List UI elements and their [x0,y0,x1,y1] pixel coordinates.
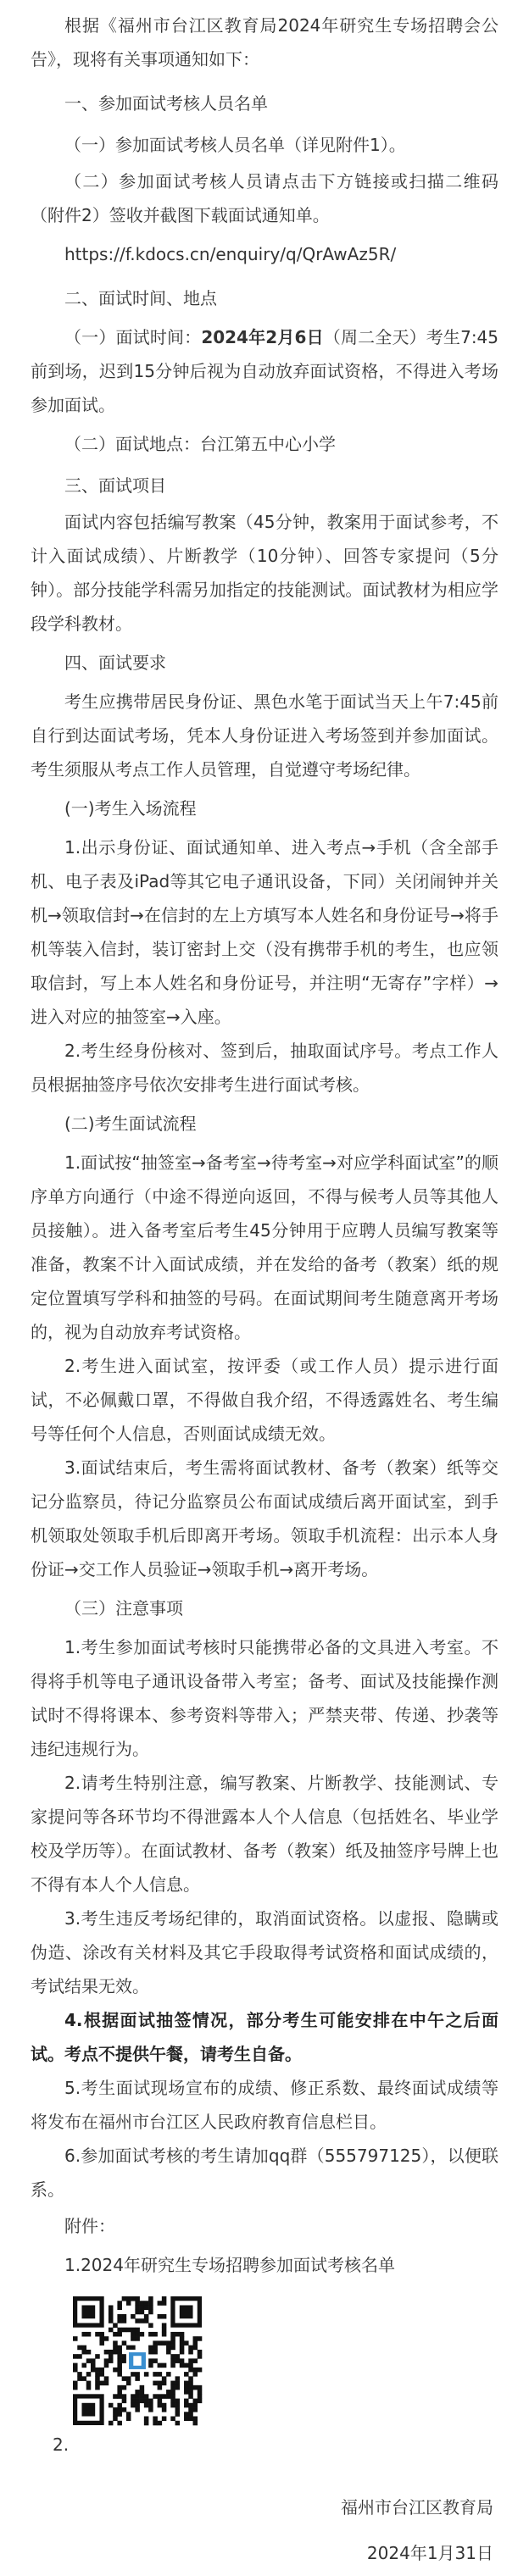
attachment-1: 1.2024年研究生专场招聘参加面试考核名单 [64,2255,395,2275]
note-5: 5.考生面试现场宣布的成绩、修正系数、最终面试成绩等将发布在福州市台江区人民政府教育信息栏目。 [31,2078,498,2132]
section-3-text: 面试内容包括编写教案（45分钟，教案用于面试参考，不计入面试成绩）、片断教学（10分钟）、回答专家提问（5分钟）。部分技能学科需另加指定的技能测试。面试教材为相应学段学科教材。 [31,512,498,634]
interview-time-paragraph [31,320,498,422]
enquiry-link[interactable]: https://f.kdocs.cn/enquiry/q/QrAwAz5R/ [64,244,397,264]
section-4-intro: 考生应携带居民身份证、黑色水笔于面试当天上午7:45前自行到达面试考场，凭本人身份证进入考场签到并参加面试。考生须服从考点工作人员管理，自觉遵守考场纪律。 [31,691,498,780]
qr-code-icon[interactable] [73,2296,202,2425]
interview-date: 2024年2月6日 [201,327,324,347]
notes-heading: （三）注意事项 [64,1598,183,1618]
interview-process-step-2: 2.考生进入面试室，按评委（或工作人员）提示进行面试，不必佩戴口罩，不得做自我介绍，不得透露姓名、考生编号等任何个人信息，否则面试成绩无效。 [31,1356,498,1444]
entry-process-step-2: 2.考生经身份核对、签到后，抽取面试序号。考点工作人员根据抽签序号依次安排考生进行面试考核。 [31,1041,498,1095]
note-4: 4.根据面试抽签情况，部分考生可能安排在中午之后面试。考点不提供午餐，请考生自备。 [31,2010,498,2064]
interview-process-heading: (二)考生面试流程 [64,1113,197,1134]
interview-time-detail: （周二全天）考生7:45前到场，迟到15分钟后视为自动放弃面试资格，不得进入考场参加面试。 [31,327,499,415]
interview-process-step-3: 3.面试结束后，考生需将面试教材、备考（教案）纸等交记分监察员，待记分监察员公布面试成绩后离开面试室，到手机领取处领取手机后即离开考场。领取手机流程：出示本人身份证→交工作人员验证→领取手机→离开考场。 [31,1457,498,1579]
signature-block [31,2484,498,2576]
attachments-label: 附件： [64,2216,115,2236]
note-3: 3.考生违反考场纪律的，取消面试资格。以虚报、隐瞒或伪造、涂改有关材料及其它手段取得考试资格和面试成绩的，考试结果无效。 [31,1908,498,1996]
issuer-name: 福州市台江区教育局 [341,2497,493,2518]
interview-process-step-1: 1.面试按“抽签室→备考室→待考室→对应学科面试室”的顺序单方向通行（中途不得逆向返回，不得与候考人员等其他人员接触）。进入备考室后考生45分钟用于应聘人员编写教案等准备，教案不计入面试成绩，并在发给的备考（教案）纸的规定位置填写学科和抽签的号码。在面试期间考生随意离开考场的，视为自动放弃考试资格。 [31,1152,498,1342]
interview-place: （二）面试地点：台江第五中心小学 [64,434,336,454]
entry-process-step-1: 1.出示身份证、面试通知单、进入考点→手机（含全部手机、电子表及iPad等其它电子通讯设备，下同）关闭闹钟并关机→领取信封→在信封的左上方填写本人姓名和身份证号→将手机等装入信封，装订密封上交（没有携带手机的考生，也应领取信封，写上本人姓名和身份证号，并注明“无寄存”字样）→进入对应的抽签室→入座。 [31,837,498,1027]
section-1-item-1: （一）参加面试考核人员名单（详见附件1）。 [64,135,406,155]
section-1-item-2: （二）参加面试考核人员请点击下方链接或扫描二维码（附件2）签收并截图下载面试通知单。 [31,171,498,225]
section-1-heading: 一、参加面试考核人员名单 [64,93,268,114]
note-1: 1.考生参加面试考核时只能携带必备的文具进入考室。不得将手机等电子通讯设备带入考室；备考、面试及技能操作测试时不得将课本、参考资料等带入；严禁夹带、传递、抄袭等违纪违规行为。 [31,1637,498,1759]
section-4-heading: 四、面试要求 [64,652,166,673]
section-2-heading: 二、面试时间、地点 [64,288,217,308]
note-6: 6.参加面试考核的考生请加qq群（555797125），以便联系。 [31,2146,498,2200]
attachment-2: 2. [53,2434,70,2455]
interview-time-label: （一）面试时间： [64,327,202,347]
entry-process-heading: (一)考生入场流程 [64,798,197,819]
intro-paragraph: 根据《福州市台江区教育局2024年研究生专场招聘会公告》，现将有关事项通知如下： [31,15,498,69]
note-2: 2.请考生特别注意，编写教案、片断教学、技能测试、专家提问等各环节均不得泄露本人个人信息（包括姓名、毕业学校及学历等）。在面试教材、备考（教案）纸及抽签序号牌上也不得有本人个人信息。 [31,1773,498,1895]
issue-date: 2024年1月31日 [366,2543,493,2563]
qr-code-graphic [73,2296,202,2425]
section-3-heading: 三、面试项目 [64,475,166,496]
